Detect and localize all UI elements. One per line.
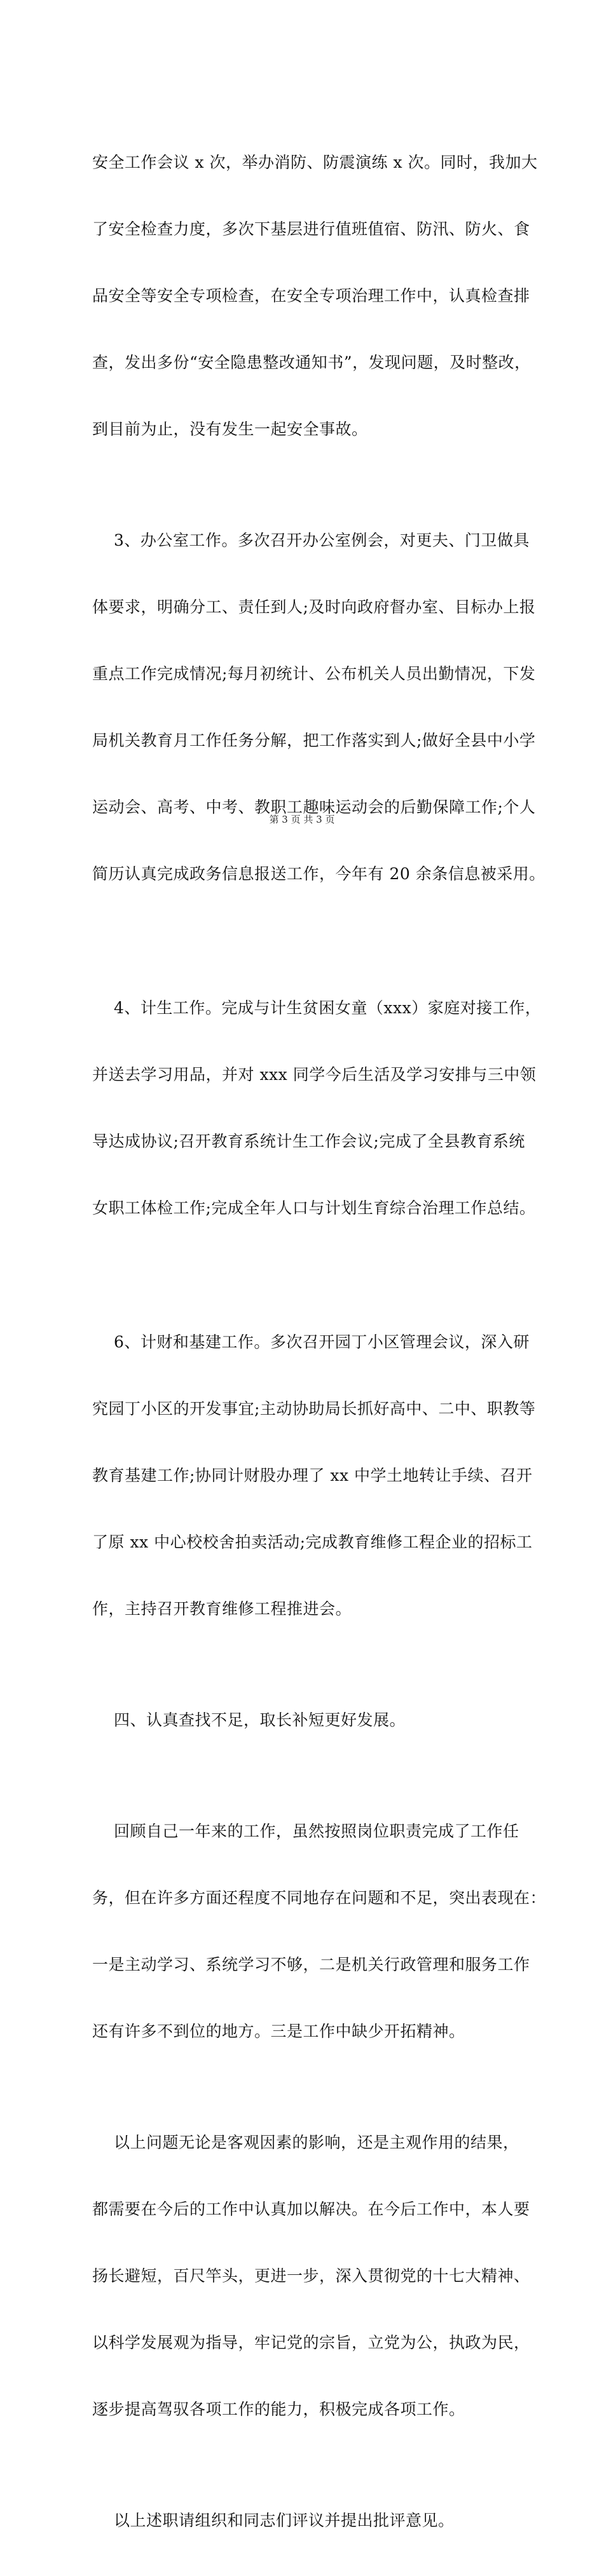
text-line: 安全工作会议 x 次，举办消防、防震演练 x 次。同时，我加大 [92, 153, 538, 172]
text-line: 6、计财和基建工作。多次召开园丁小区管理会议，深入研 [114, 1333, 530, 1351]
text-line: 扬长避短，百尺竿头，更进一步，深入贯彻党的十七大精神、 [92, 2267, 530, 2285]
section-heading-shortcomings [92, 1664, 531, 1776]
text-line: 并送去学习用品，并对 xxx 同学今后生活及学习安排与三中领 [92, 1065, 537, 1084]
page-number-footer: 第 3 页 共 3 页 [269, 814, 335, 825]
text-line: 以上述职请组织和同志们评议并提出批评意见。 [114, 2511, 455, 2530]
text-line: 以科学发展观为指导，牢记党的宗旨，立党为公，执政为民， [92, 2333, 530, 2352]
text-line: 导达成协议;召开教育系统计生工作会议;完成了全县教育系统 [92, 1132, 525, 1150]
text-line: 以上问题无论是客观因素的影响，还是主观作用的结果， [114, 2133, 519, 2152]
paragraph-gap [92, 929, 531, 952]
text-line: 重点工作完成情况;每月初统计、公布机关人员出勤情况，下发 [92, 664, 536, 683]
text-line: 四、认真查找不足，取长补短更好发展。 [114, 1711, 406, 1729]
paragraph-resolution [92, 2087, 531, 2465]
text-line: 体要求，明确分工、责任到人;及时向政府督办室、目标办上报 [92, 598, 536, 616]
text-line: 到目前为止，没有发生一起安全事故。 [92, 420, 368, 438]
text-line: 究园丁小区的开发事宜;主动协助局长抓好高中、二中、职教等 [92, 1399, 536, 1418]
paragraph-office-work [92, 485, 546, 929]
text-line: 回顾自己一年来的工作，虽然按照岗位职责完成了工作任 [114, 1822, 519, 1840]
paragraph-safety [92, 107, 538, 485]
text-line: 教育基建工作;协同计财股办理了 xx 中学土地转让手续、召开 [92, 1466, 533, 1485]
text-line: 还有许多不到位的地方。三是工作中缺少开拓精神。 [92, 2022, 465, 2040]
text-line: 一是主动学习、系统学习不够，二是机关行政管理和服务工作 [92, 1955, 530, 1974]
text-line: 4、计生工作。完成与计生贫困女童（xxx）家庭对接工作， [114, 999, 542, 1017]
paragraph-gap [92, 1264, 531, 1286]
text-line: 简历认真完成政务信息报送工作，今年有 20 余条信息被采用。 [92, 865, 546, 883]
paragraph-finance-construction [92, 1286, 536, 1664]
text-line: 女职工体检工作;完成全年人口与计划生育综合治理工作总结。 [92, 1199, 536, 1217]
paragraph-closing [92, 2465, 531, 2576]
text-line: 查，发出多份“安全隐患整改通知书”，发现问题，及时整改， [92, 353, 531, 372]
document-body [92, 107, 547, 2576]
text-line: 运动会、高考、中考、教职工趣味运动会的后勤保障工作;个人 [92, 798, 536, 816]
text-line: 务，但在许多方面还程度不同地存在问题和不足，突出表现在： [92, 1889, 547, 1907]
paragraph-family-planning [92, 952, 542, 1264]
text-line: 都需要在今后的工作中认真加以解决。在今后工作中，本人要 [92, 2200, 530, 2218]
text-line: 3、办公室工作。多次召开办公室例会，对更夫、门卫做具 [114, 531, 530, 550]
text-line: 逐步提高驾驭各项工作的能力，积极完成各项工作。 [92, 2400, 465, 2418]
text-line: 了原 xx 中心校校舍拍卖活动;完成教育维修工程企业的招标工 [92, 1533, 533, 1551]
text-line: 了安全检查力度，多次下基层进行值班值宿、防汛、防火、食 [92, 220, 530, 238]
text-line: 品安全等安全专项检查，在安全专项治理工作中，认真检查排 [92, 287, 530, 305]
paragraph-review [92, 1776, 547, 2087]
text-line: 局机关教育月工作任务分解，把工作落实到人;做好全县中小学 [92, 731, 536, 750]
text-line: 作，主持召开教育维修工程推进会。 [92, 1600, 352, 1618]
